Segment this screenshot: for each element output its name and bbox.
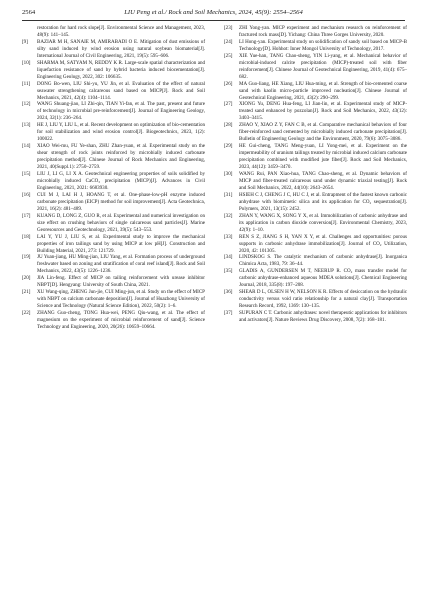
references-right-column [224, 25, 407, 324]
reference-entry [22, 213, 205, 234]
reference-number: [28] [224, 122, 233, 129]
reference-text: SHEAR D L, OLSEN H W, NELSON K R. Effects of desiccation on the hydraulic conductivity versus void ratio relationship for a natural clay[J]. Transportation Research Record, 1992, 1369: 130–135. [239, 289, 407, 310]
reference-text: LINDSKOG S. The catalytic mechanism of carbonic anhydrase[J]. Inorganica Chimica Acta, 1983, 79: 36–44. [239, 254, 407, 268]
reference-number: [31] [224, 191, 233, 198]
reference-number: [9] [22, 38, 28, 45]
reference-number: [29] [224, 143, 233, 150]
reference-entry [22, 81, 205, 102]
reference-number: [17] [22, 212, 31, 219]
reference-entry [224, 289, 407, 310]
reference-entry [224, 122, 407, 143]
reference-number: [12] [22, 101, 31, 108]
running-header [22, 7, 405, 19]
reference-text: ZHAN Y, WANG X, SONG Y X, et al. Immobilization of carbonic anhydrase and its application in carbon dioxide conversion[J]. Environmental Chemistry, 2023, 42(9): 1–10. [239, 212, 407, 233]
reference-text: KUANG D, LONG Z, GUO R, et al. Experimental and numerical investigation on size effect on crushing behaviors of single calcareous sand particles[J]. Marine Georesources and Geotechnology, 2021, 39(5): 543–553. [37, 212, 205, 233]
reference-entry [224, 53, 407, 81]
reference-number: [33] [224, 233, 233, 240]
reference-entry [22, 254, 205, 275]
reference-entry [224, 213, 407, 234]
reference-number: [10] [22, 59, 31, 66]
reference-text: MA Guo-liang, HE Xiang, LIU Hua-ming, et al. Strength of bio-cemented coarse sand with kaolin micro-particle improved nucleation[J]. Chinese Journal of Geotechnical Engineering, 2021, 43(2): 290–299. [239, 80, 407, 101]
reference-number: [22] [22, 310, 31, 317]
reference-text: XIONG Yu, DENG Hua-feng, LI Jian-lin, et al. Experimental study of MICP-treated sand enhanced by pozzolan[J]. Rock and Soil Mechanics, 2022, 43(12): 3403–3415. [239, 101, 407, 122]
reference-text: XIAO Wei-mu, FU Ye-shan, ZHU Zhan-yuan, et al. Experimental study on the shear strength of rock joints reinforced by microbially induced carbonate precipitation method[J]. Chinese Journal of Rock Mechanics and Engineering, 2021, 40(Suppl.1): 2750–2759. [37, 143, 205, 171]
reference-text: REN S Z, JIANG S H, YAN X Y, et al. Challenges and opportunities: porous supports in carbonic anhydrase immobilization[J]. Journal of CO₂ Utilization, 2020, 42: 101305. [239, 233, 407, 254]
reference-number: [21] [22, 289, 31, 296]
reference-number: [18] [22, 233, 31, 240]
reference-number: [27] [224, 101, 233, 108]
reference-entry [22, 275, 205, 289]
reference-text: XIE Yue-han, TANG Chao-sheng, YIN Li-yang, et al. Mechanical behavior of microbial-induced calcite precipitation (MICP)-treated soil with fiber reinforcement[J]. Chinese Journal of Geotechnical Engineering, 2019, 41(4): 675–682. [239, 52, 407, 80]
reference-text: ZHAO Y, XIAO Z Y, FAN C B, et al. Comparative mechanical behaviors of four fiber-reinforced sand cemented by microbially induced carbonate precipitation[J]. Bulletin of Engineering Geology and the Environment, 2020, 79(6): 3075–3086. [239, 122, 407, 143]
reference-entry [224, 25, 407, 39]
reference-number: [25] [224, 52, 233, 59]
reference-entry [22, 122, 205, 143]
reference-text: DONG Bo-wen, LIU Shi-yu, YU Jin, et al. Evaluation of the effect of natural seawater strengthening calcareous sand based on MICP[J]. Rock and Soil Mechanics, 2021, 42(4): 1104–1114. [37, 80, 205, 101]
references-left-column [22, 25, 205, 331]
reference-entry [224, 101, 407, 122]
reference-number: [37] [224, 310, 233, 317]
reference-text: GLADIS A, GUNDERSEN M T, NEERUP R. CO₂ mass transfer model for carbonic anhydrase-enhanced aqueous MDEA solutions[J]. Chemical Engineering Journal, 2018, 335(8): 197–208. [239, 268, 407, 289]
reference-entry [224, 81, 407, 102]
reference-number: [19] [22, 254, 31, 261]
reference-entry [224, 171, 407, 192]
reference-entry [22, 289, 205, 310]
reference-number: [26] [224, 80, 233, 87]
reference-number: [30] [224, 171, 233, 178]
reference-entry [22, 192, 205, 213]
reference-entry [22, 39, 205, 60]
reference-text: ZHI Yong-yan. MICP experiment and mechanism research on reinforcement of fractured rock mass[D]. Yichang: China Three Gorges University, 2020. [239, 25, 407, 38]
reference-text: HE J, LIU Y, LIU L, et al. Recent development on optimization of bio-cementation for soil stabilization and wind erosion control[J]. Biogeotechnics, 2023, 1(2): 100022. [37, 122, 205, 143]
reference-number: [32] [224, 212, 233, 219]
reference-text: SUPURAN C T. Carbonic anhydrases: novel therapeutic applications for inhibitors and activators[J]. Nature Reviews Drug Discovery, 2008, 7(2): 168–181. [239, 310, 407, 324]
reference-number: [11] [22, 80, 31, 87]
reference-number: [34] [224, 254, 233, 261]
reference-number: [36] [224, 289, 233, 296]
reference-text: WANG Rui, PAN Xiao-hua, TANG Chao-sheng, et al. Dynamic behaviors of MICP and fiber-treated calcareous sand under dynamic triaxial testing[J]. Rock and Soil Mechanics, 2022, 44(10): 2643–2654. [239, 171, 407, 191]
reference-entry [22, 234, 205, 255]
reference-text: BAZIAR M H, SANAIE M, AMIRABADI O E. Mitigation of dust emissions of silty sand induced by wind erosion using natural soybean biomaterial[J]. International Journal of Civil Engineering, 2021, 19(5): 595–606. [37, 38, 205, 59]
reference-number: [24] [224, 38, 233, 45]
reference-entry [224, 192, 407, 213]
reference-entry [224, 234, 407, 255]
reference-text: XU Wang-qing, ZHENG Jun-jie, CUI Ming-jun, et al. Study on the effect of MICP with NBPT on calcium carbonate deposition[J]. Journal of Huazhong University of Science and Technology (Natural Science Edition), 2022, 50(2): 1–6. [37, 289, 205, 310]
reference-entry [22, 60, 205, 81]
reference-number: [15] [22, 171, 31, 178]
reference-number: [16] [22, 191, 31, 198]
reference-entry [22, 143, 205, 171]
reference-number: [20] [22, 275, 31, 282]
journal-citation: LIU Peng et al./ Rock and Soil Mechanics, 2024, 45(9): 2554–2564 [124, 9, 303, 16]
reference-entry [22, 25, 205, 39]
reference-text: restoration for hard rock slope[J]. Environmental Science and Management, 2023, 48(9): 141–145. [37, 25, 205, 38]
reference-text: HE Gui-cheng, TANG Meng-yuan, LI Yong-mei, et al. Experiment on the impermeability of uranium tailings treated by microbial induced calcium carbonate precipitation combined with modified jute fiber[J]. Rock and Soil Mechanics, 2023, 44(12): 3459–3470. [239, 143, 407, 171]
reference-entry [224, 310, 407, 324]
reference-entry [224, 254, 407, 268]
reference-entry [22, 171, 205, 192]
reference-entry [22, 101, 205, 122]
reference-text: LAI Y, YU J, LIU S, et al. Experimental study to improve the mechanical properties of iron tailings sand by using MICP at low pH[J]. Construction and Building Material, 2021, 273: 121729. [37, 233, 205, 254]
reference-text: SHARMA M, SATYAM N, REDDY K R. Large-scale spatial characterization and liquefaction resistance of sand by hybrid bacteria induced biocementation[J]. Engineering Geology, 2022, 302: 106635. [37, 59, 205, 80]
reference-entry [224, 39, 407, 53]
reference-entry [224, 143, 407, 171]
reference-entry [22, 310, 205, 331]
reference-text: WANG Shuang-jiao, LI Zhi-qin, TIAN Yi-fan, et al. The past, present and future of technology in microbial pre-reinforcement[J]. Journal of Engineering Geology, 2024, 32(1): 236–264. [37, 101, 205, 122]
reference-number: [14] [22, 143, 31, 150]
reference-text: LIU J, LI G, LI X A. Geotechnical engineering properties of soils solidified by microbially induced CaCO₃ precipitation (MICP)[J]. Advances in Civil Engineering, 2021, 2021: 6683930. [37, 171, 205, 191]
reference-entry [224, 268, 407, 289]
reference-text: HSIEH C J, CHENG J C, HU C J, et al. Entrapment of the fastest known carbonic anhydrase with biomimetic silica and its application for CO₂ sequestration[J]. Polymers, 2021, 13(15): 2452. [239, 191, 407, 212]
header-rule [22, 20, 405, 21]
reference-text: LI Hong-yan. Experimental study on solidification of sandy soil based on MICP-B Technology[D]. Hohhot: Inner Mongol University of Technology, 2017. [239, 38, 407, 52]
reference-text: JU Yuan-jiang, HU Ming-jian, LIU Yang, et al. Formation process of underground freshwater based on zoning and stratification of coral reef island[J]. Rock and Soil Mechanics, 2022, 43(5): 1226–1236. [37, 254, 205, 275]
reference-text: ZHANG Guo-cheng, TONG Hua-wei, PENG Qiu-wang, et al. The effect of magnesium on the experiment of microbial reinforcement of sand[J]. Science Technology and Engineering, 2020, 20(26): 10659–10664. [37, 310, 205, 330]
reference-number: [23] [224, 25, 233, 31]
reference-text: JIA Lin-feng. Effect of MICP on tailing reinforcement with urease inhibitor NBPT[D]. Hengyang: University of South China, 2021. [37, 275, 205, 289]
reference-number: [13] [22, 122, 31, 129]
reference-number: [35] [224, 268, 233, 275]
reference-text: CUI M J, LAI H J, HOANG T, et al. One-phase-low-pH enzyme induced carbonate precipitation (EICP) method for soil improvement[J]. Acta Geotechnica, 2021, 16(2): 481–489. [37, 191, 205, 212]
page-number: 2564 [22, 9, 36, 16]
